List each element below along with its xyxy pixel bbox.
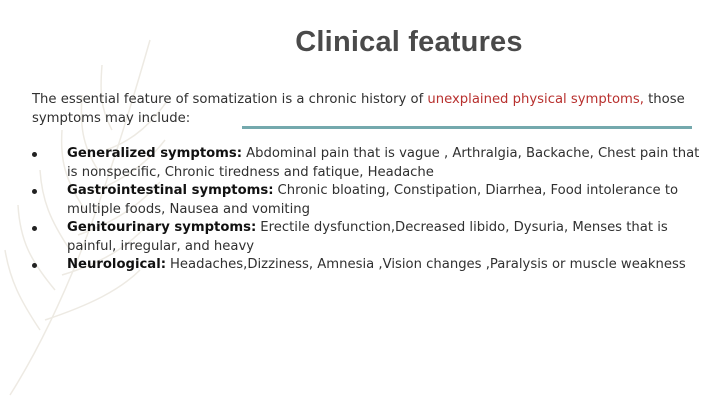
list-item-gastrointestinal [32, 182, 712, 219]
item-term: Generalized symptoms: [67, 146, 243, 161]
item-text: Abdominal pain that is vague , Arthralgia, Backache, Chest pain that is nonspecific, Chronic tiredness and fatique, Headache [67, 146, 700, 180]
intro-text-end: those symptoms may include: [32, 92, 685, 126]
list-item-genitourinary [32, 219, 712, 256]
list-item-neurological [32, 256, 712, 275]
intro-text-start: The essential feature of somatization is a chronic history of [32, 92, 428, 107]
symptom-list [32, 145, 712, 275]
item-text: Erectile dysfunction,Decreased libido, Dysuria, Menses that is painful, irregular, and heavy [67, 220, 668, 254]
item-term: Genitourinary symptoms: [67, 220, 257, 235]
item-text: Chronic bloating, Constipation, Diarrhea, Food intolerance to multiple foods, Nausea and vomiting [67, 183, 679, 217]
item-text: Headaches,Dizziness, Amnesia ,Vision changes ,Paralysis or muscle weakness [169, 257, 686, 272]
item-term: Neurological: [67, 257, 166, 272]
list-item-generalized [32, 145, 712, 182]
bullet-icon [32, 226, 37, 231]
divider-rule [242, 126, 692, 129]
item-term: Gastrointestinal symptoms: [67, 183, 274, 198]
bullet-icon [32, 263, 37, 268]
bullet-icon [32, 189, 37, 194]
intro-highlight: unexplained physical symptoms, [427, 92, 644, 107]
intro-text [32, 90, 702, 128]
bullet-icon [32, 152, 37, 157]
page-title: Clinical features [295, 26, 523, 58]
